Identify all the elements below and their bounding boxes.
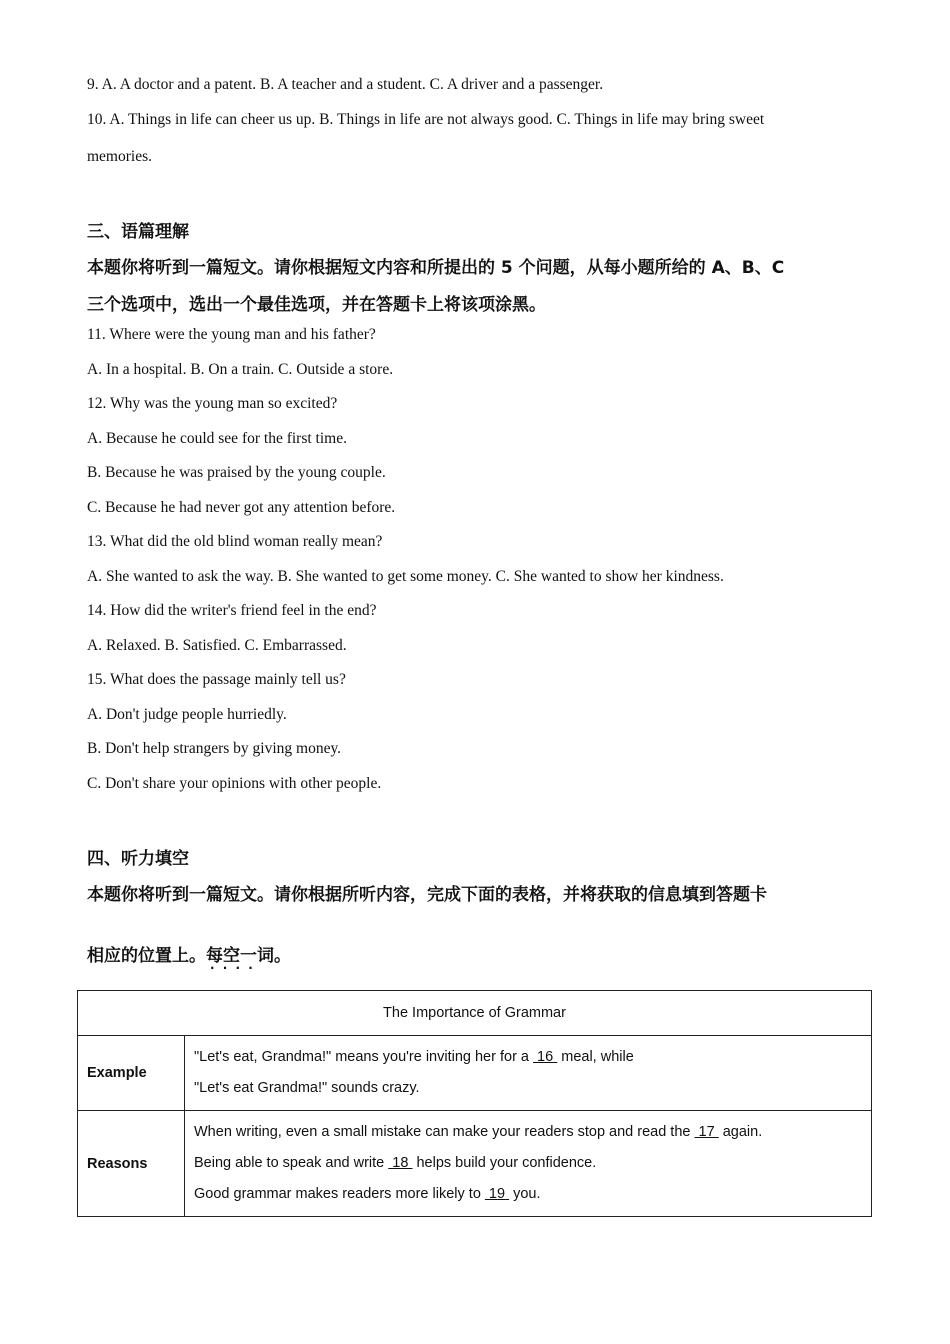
option-line: A. She wanted to ask the way. B. She wanted to get some money. C. She wanted to show her kindness. (87, 568, 724, 585)
question-line: 13. What did the old blind woman really mean? (87, 533, 383, 550)
reasons-label: Reasons (78, 1111, 185, 1217)
table-title: The Importance of Grammar (78, 991, 872, 1036)
option-line: A. Don't judge people hurriedly. (87, 706, 287, 723)
blank-19[interactable]: 19 (484, 1186, 510, 1202)
question-line: 12. Why was the young man so excited? (87, 395, 338, 412)
example-line: "Let's eat Grandma!" sounds crazy. (194, 1080, 420, 1096)
option-line: A. Relaxed. B. Satisfied. C. Embarrassed. (87, 637, 347, 654)
option-line: A. Because he could see for the first time. (87, 430, 347, 447)
grammar-table (77, 990, 872, 1217)
section3-instruction-cont: 三个选项中，选出一个最佳选项，并在答题卡上将该项涂黑。 (87, 295, 546, 315)
blank-17[interactable]: 17 (694, 1124, 719, 1140)
instruction-text: 相应的位置上。 (87, 946, 206, 966)
option-line: C. Don't share your opinions with other people. (87, 775, 382, 792)
option-line: C. Because he had never got any attention before. (87, 499, 396, 516)
q9-options: 9. A. A doctor and a patent. B. A teacher and a student. C. A driver and a passenger. (87, 76, 604, 93)
example-content (185, 1036, 872, 1111)
section4-instruction-cont (87, 941, 291, 966)
blank-18[interactable]: 18 (388, 1155, 413, 1171)
question-line: 11. Where were the young man and his father? (87, 326, 376, 343)
option-line: B. Don't help strangers by giving money. (87, 740, 342, 757)
reason-line: Good grammar makes readers more likely to 19 you. (194, 1186, 541, 1202)
blank-16[interactable]: 16 (533, 1049, 558, 1065)
reason-line: Being able to speak and write 18 helps build your confidence. (194, 1155, 597, 1171)
question-line: 15. What does the passage mainly tell us? (87, 671, 346, 688)
option-line: A. In a hospital. B. On a train. C. Outside a store. (87, 361, 394, 378)
q10-options: 10. A. Things in life can cheer us up. B. Things in life are not always good. C. Things in life may bring sweet (87, 111, 765, 128)
example-line: "Let's eat, Grandma!" means you're inviting her for a 16 meal, while (194, 1049, 634, 1065)
emphasis-text: 每空一词 · · · · (206, 946, 274, 966)
example-label: Example (78, 1036, 185, 1111)
q10-options-cont: memories. (87, 148, 152, 165)
section4-instruction: 本题你将听到一篇短文。请你根据所听内容，完成下面的表格，并将获取的信息填到答题卡 (87, 885, 767, 905)
section4-heading: 四、听力填空 (87, 849, 189, 869)
section3-instruction: 本题你将听到一篇短文。请你根据短文内容和所提出的 5 个问题，从每小题所给的 A、B、C (87, 258, 785, 278)
section3-heading: 三、语篇理解 (87, 222, 189, 242)
reason-line: When writing, even a small mistake can make your readers stop and read the 17 again. (194, 1124, 763, 1140)
instruction-end: 。 (274, 946, 291, 966)
question-line: 14. How did the writer's friend feel in the end? (87, 602, 377, 619)
option-line: B. Because he was praised by the young couple. (87, 464, 386, 481)
reasons-content (185, 1111, 872, 1217)
